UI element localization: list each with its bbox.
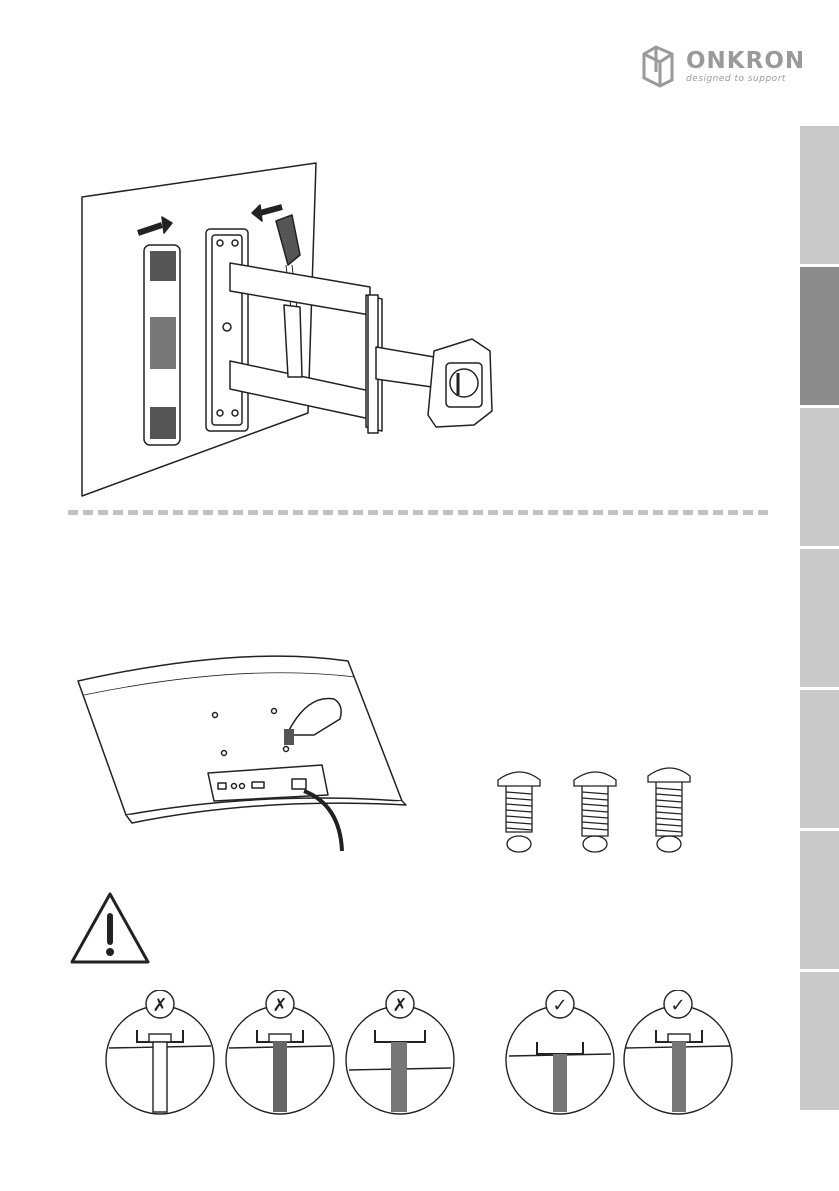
cube-logo-icon bbox=[640, 44, 680, 88]
incorrect-mark-1: ✗ bbox=[152, 995, 168, 1016]
side-tab-1[interactable] bbox=[800, 126, 839, 264]
tv-back-illustration bbox=[70, 655, 420, 855]
screw-long-icon bbox=[648, 768, 690, 852]
example-correct-2 bbox=[622, 990, 734, 1120]
screw-short-icon bbox=[498, 772, 540, 852]
incorrect-mark-3: ✗ bbox=[392, 995, 408, 1016]
brand-logo bbox=[640, 44, 805, 92]
side-tab-5[interactable] bbox=[800, 690, 839, 828]
side-tab-3[interactable] bbox=[800, 408, 839, 546]
mounting-examples bbox=[105, 990, 615, 1120]
brand-name: ONKRON bbox=[686, 48, 806, 74]
screw-medium-icon bbox=[574, 772, 616, 852]
brand-tagline: designed to support bbox=[686, 74, 786, 84]
mounting-examples-graphics bbox=[105, 990, 615, 1120]
correct-mark-1: ✓ bbox=[552, 995, 568, 1016]
incorrect-mark-2: ✗ bbox=[272, 995, 288, 1016]
screws-illustration bbox=[490, 760, 700, 860]
warning-triangle-icon bbox=[68, 890, 152, 966]
side-tab-4[interactable] bbox=[800, 549, 839, 687]
side-section-tabs bbox=[800, 126, 839, 1113]
wall-mount-illustration bbox=[70, 155, 510, 505]
correct-mark-2: ✓ bbox=[670, 995, 686, 1016]
side-tab-6[interactable] bbox=[800, 831, 839, 969]
side-tab-2-active[interactable] bbox=[800, 267, 839, 405]
side-tab-7[interactable] bbox=[800, 972, 839, 1110]
section-divider bbox=[68, 510, 768, 515]
